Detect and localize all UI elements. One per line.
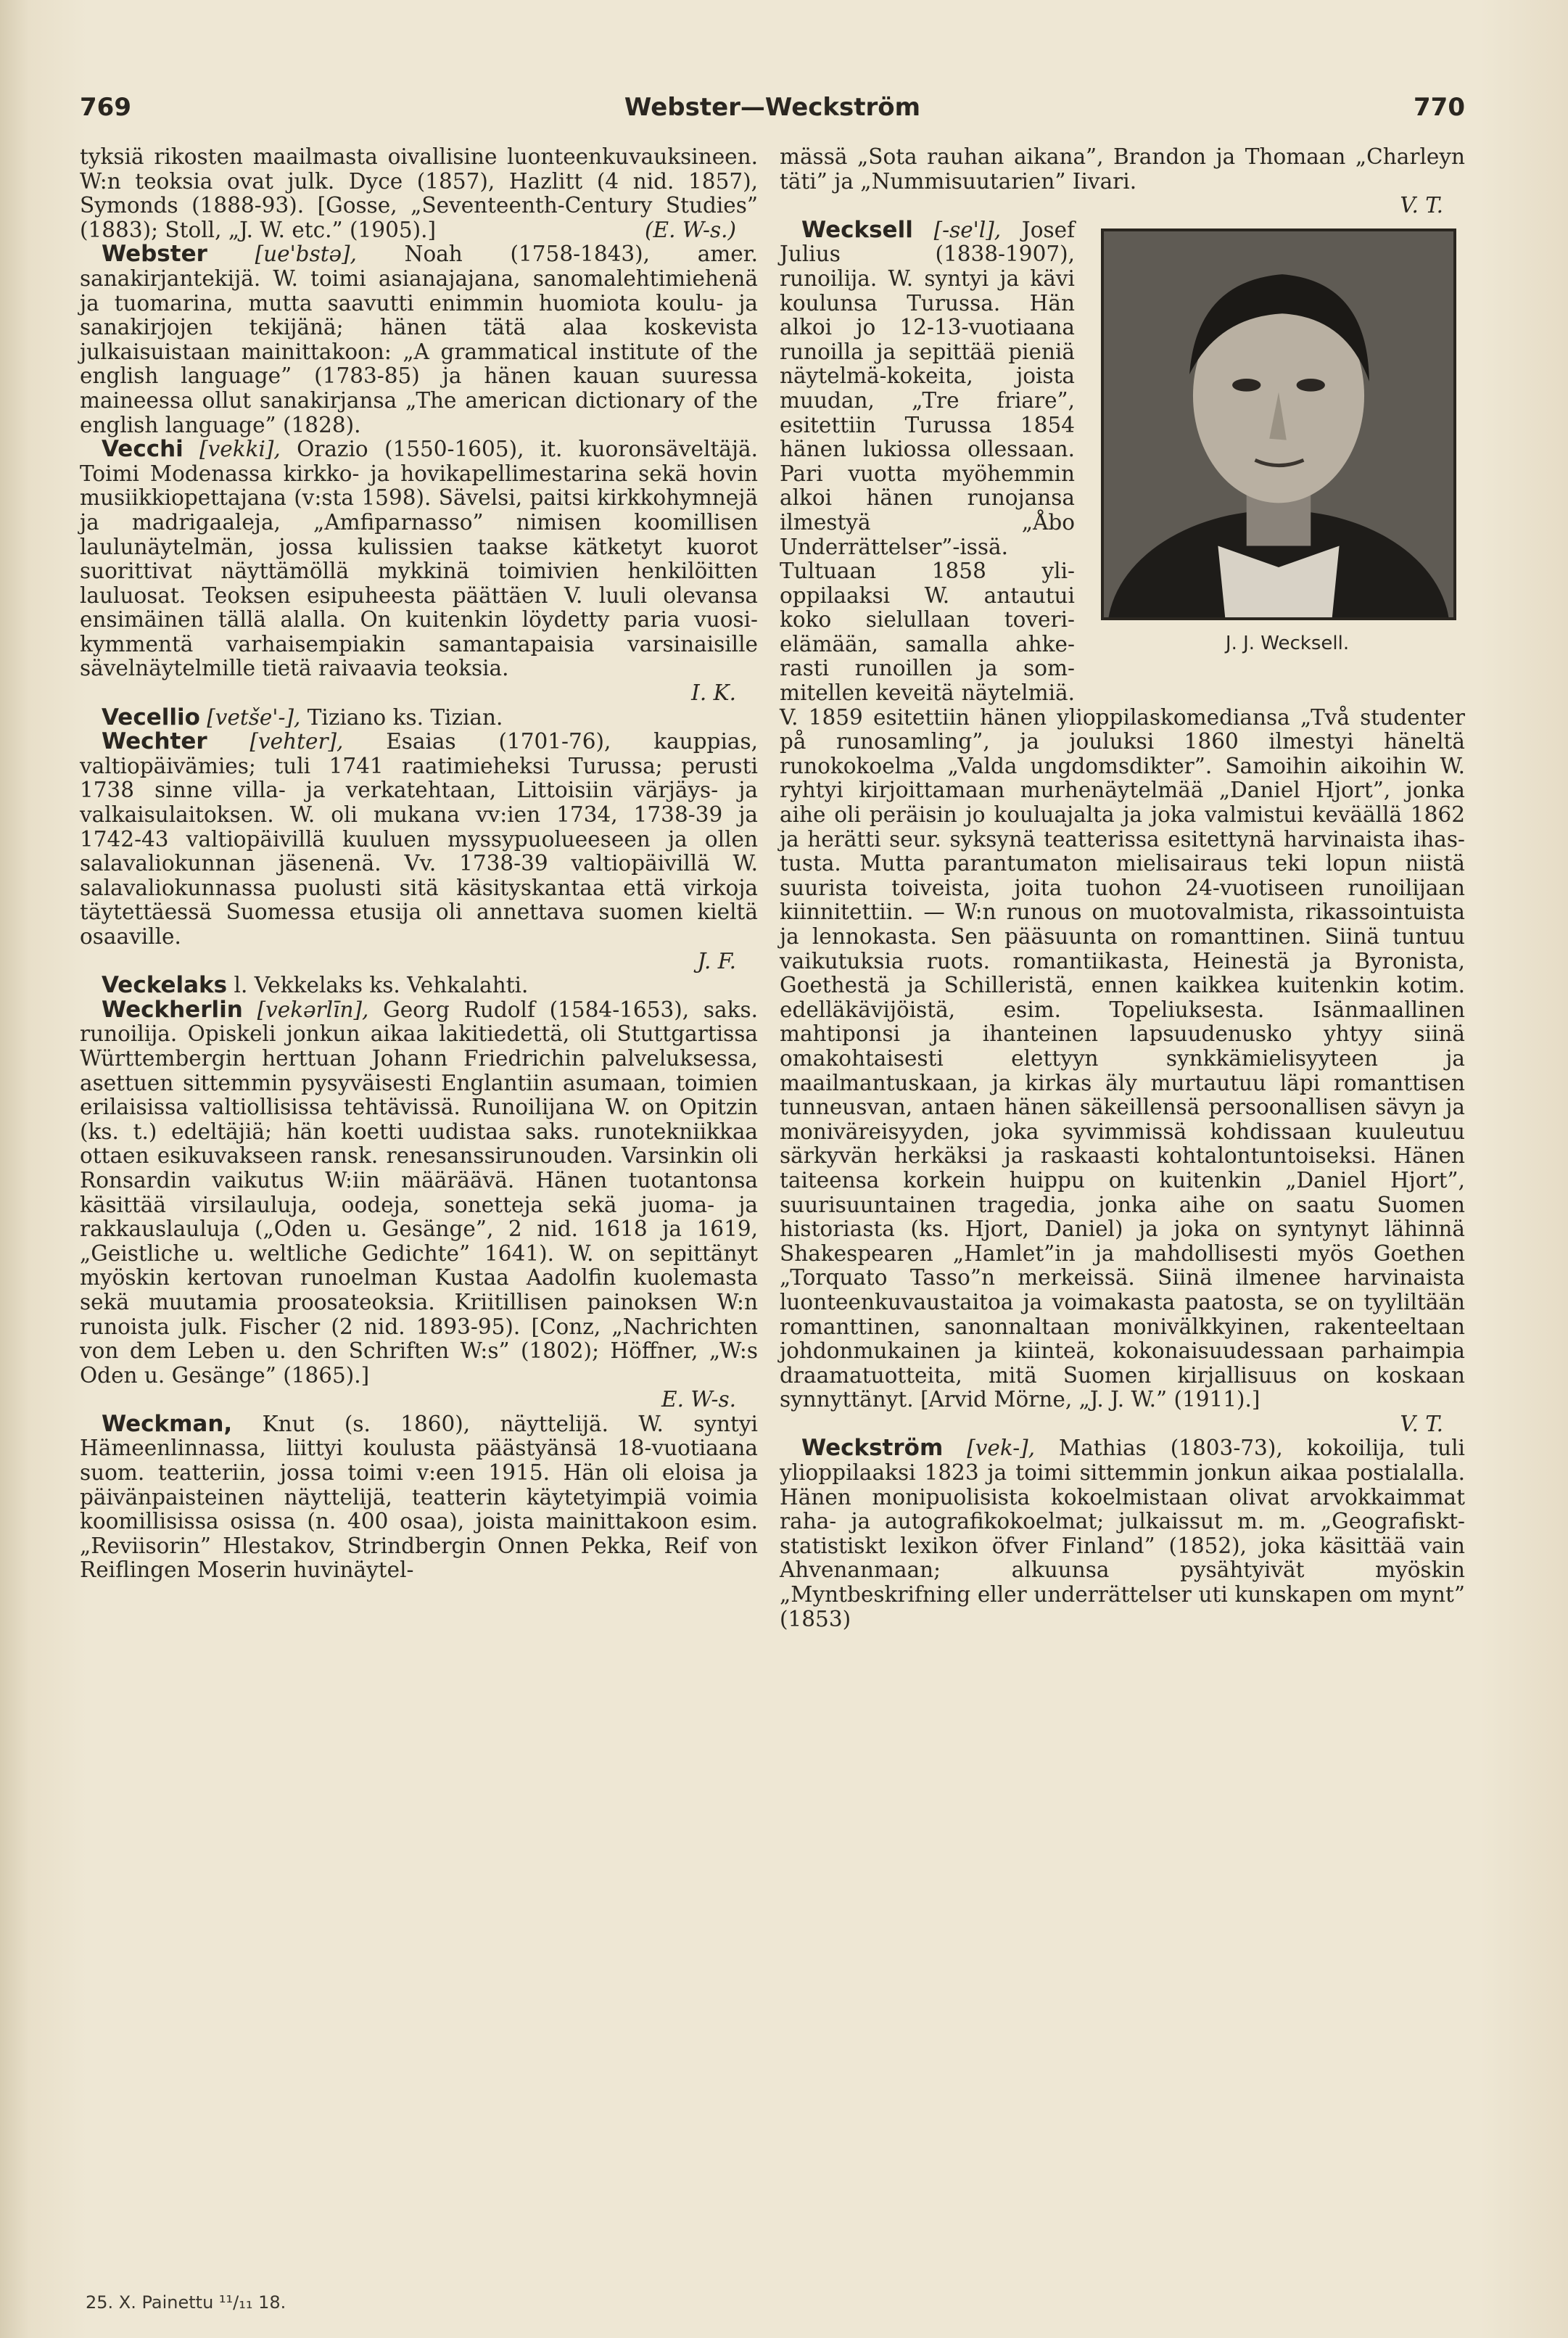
entry-veckelaks (80, 974, 758, 998)
entry-wecksell (780, 218, 1465, 1412)
entry-text: Josef Julius (1838-1907), runoilija. W. syntyi ja kävi koulunsa Turussa. Hän alkoi jo 12-13-vuotiaana runoilla ja sepittää pieniä näytelmä-kokeita, joista muudan, „Tre friare”, esitettiin Turussa 1854 hänen lukiossa ollessaan. Pari vuotta myöhemmin alkoi hänen runojansa ilmestyä „Åbo Underrättelser”-issä. Tultuaan 1858 ylioppilaaksi W. antautui koko sielullaan toverielämään, samalla ahkerasti runoillen ja sommitellen keveitä näytelmiä. V. 1859 esitettiin hänen ylioppilaskomediansa „Två studenter på runosamling”, ja jouluksi 1860 ilmestyi häneltä runokokoelma „Valda ungdomsdikter”. Samoihin aikoihin W. ryhtyi kirjoittamaan murhenäytelmää „Daniel Hjort”, jonka aihe oli peräisin jo kouluajalta ja joka valmistui keväällä 1862 ja herätti seur. syksynä teatterissa esitettynä harvinaista ihastusta. Mutta parantumaton mielisairaus teki lopun niistä suurista toiveista, joita tuohon 24-vuotiseen runoilijaan kiinnitettiin. — W:n runous on muotovalmista, rikassointuista ja lennokasta. Sen pääsuunta on romanttinen. Siinä tuntuu vaikutuksia ruots. romantiikasta, Heinestä ja Byronista, Goethestä ja Schilleristä, ennen kaikkea kuitenkin kotim. edelläkävijöistä, esim. Topeliuksesta. Isänmaallinen mahtiponsi ja ihanteinen lapsuudenusko yhtyy siinä omakohtaisesti elettyyn synkkämielisyyteen ja maailmantuskaan, ja kirkas äly murtautuu läpi romanttisen tunneusvan, antaen hänen säkeillensä persoonallisen sävyn ja moniväreisyyden, joka syvimmissä kohdissaan kuuleutuu särkyvän herkäksi ja raskaasti kohtalontuntoiseksi. Hänen taiteensa korkein huippu on kuitenkin „Daniel Hjort”, suurisuuntainen tragedia, jonka aihe on saatu Suomen historiasta (ks. Hjort, Daniel) ja joka on syntynyt lähinnä Shakespearen „Hamlet”in ja mahdollisesti myös Goethen „Torquato Tasso”n merkeissä. Siinä ilmenee harvinaista luonteenkuvaustaitoa ja voimakasta paatosta, se on tyyliltään romanttinen, sanonnaltaan monivälkkyinen, rakenteeltaan johdonmukainen ja kiinteä, kokonaisuudessaan parhaimpia draamatuotteita, mitä Suomen kirjallisuus on koskaan synnyttänyt. [Arvid Mörne, „J. J. W.” (1911).] (780, 217, 1465, 1412)
pronunciation: [ue'bstə], (255, 242, 357, 267)
entry-headword: Wechter (102, 728, 207, 755)
entry-wechter (80, 730, 758, 949)
entry-headword: Weckman, (102, 1410, 233, 1437)
pronunciation: [vehter], (249, 729, 344, 754)
entry-text: Noah (1758-1843), amer. sanakirjantekijä. W. toimi asianajajana, sanomalehtimiehenä ja tuomarina, mutta saavutti enimmin huomiota koulu- ja sanakirjojen tekijänä; hänen tätä alaa koskevista julkaisuistaan mainittakoon: „A grammatical institute of the english language” (1783-85) ja hänen kauan suuressa maineessa ollut sanakirjansa „The american dictionary of the english language” (1828). (80, 242, 758, 437)
entry-text: Mathias (1803-73), kokoilija, tuli ylioppilaaksi 1823 ja toimi sittemmin jonkun aikaa postialalla. Hänen monipuolisista kokoelmistaan olivat arvokkaimmat raha- ja autografikokoelmat; julkaissut m. m. „Geografiskt-statistiskt lexikon öfver Finland” (1852), joka käsittää vain Ahvenanmaan; alkuunsa pysähtyivät myöskin „Myntbeskrifning eller underrättelser uti kunskapen om mynt” (1853) (780, 1436, 1465, 1631)
portrait-image (1101, 229, 1456, 620)
author-signature: I. K. (691, 680, 736, 706)
author-signature: J. F. (697, 948, 736, 974)
page-number-left: 769 (80, 93, 131, 122)
entry-text: Orazio (1550-1605), it. kuoronsäveltäjä. Toimi Modenassa kirkko- ja hovikapellimestarina sekä hovin musiikkiopettajana (v:sta 1598). Sävelsi, paitsi kirkkohymnejä ja madrigaaleja, „Amfiparnasso” nimisen koomillisen laulunäytelmän, jossa kulissien taakse kätketyt kuorot suorittivat näyttämöllä mykkinä toimivien henkilöitten lauluosat. Teoksen esipuheesta päättäen V. luuli olevansa ensimäinen tällä alalla. On kuitenkin löydetty paria vuosikymmentä varhaisempiakin samantapaisia varsinaisille sävelnäytelmille tietä raivaavia teoksia. (80, 437, 758, 681)
entry-text: Tiziano ks. Tizian. (307, 704, 503, 730)
entry-headword: Veckelaks (102, 972, 228, 999)
page-header (80, 93, 1465, 136)
author-signature: V. T. (1400, 193, 1443, 218)
pronunciation: [vetše'-], (207, 704, 301, 730)
entry-vecchi (80, 437, 758, 681)
pronunciation: [vekərlīn], (257, 997, 369, 1022)
entry-text: Esaias (1701-76), kauppias, valtiopäivämies; tuli 1741 raatimieheksi Turussa; perusti 1738 sinne villa- ja verkatehtaan, Littoisiin värjäys- ja valkaisulaitoksen. W. oli mukana vv:ien 1734, 1738-39 ja 1742-43 valtiopäivillä kuuluen myssypuolueeseen ja ollen salavaliokunnan jäsenenä. Vv. 1738-39 valtiopäivillä W. salavaliokunnassa puolusti sitä käsityskantaa että virkoja täytettäessä Suomessa etusija oli annettava suomen kieltä osaaville. (80, 729, 758, 949)
pronunciation: [-se'l], (933, 217, 1002, 242)
entry-continuation (80, 145, 758, 242)
entry-headword: Weckström (801, 1435, 944, 1462)
author-signature: V. T. (1400, 1411, 1443, 1436)
page-number-right: 770 (1414, 93, 1465, 122)
printer-footer: 25. X. Painettu ¹¹/₁₁ 18. (86, 2292, 286, 2313)
portrait-drawing (1104, 231, 1453, 617)
entry-headword: Vecchi (102, 436, 183, 463)
entry-text: Georg Rudolf (1584-1653), saks. runoilija. Opiskeli jonkun aikaa lakitiedettä, oli Stuttgartissa Württembergin herttuan Johann Friedrichin palveluksessa, asettuen sittemmin pysyväisesti Englantiin asumaan, toimien erilaisissa valtiollisissa tehtävissä. Runoilijana W. on Opitzin (ks. t.) edeltäjiä; hän koetti uudistaa saks. runotekniikkaa ottaen esikuvakseen ransk. renesanssirunouden. Varsinkin oli Ronsardin vaikutus W:iin määräävä. Hänen tuotantonsa käsittää virsilauluja, oodeja, sonetteja sekä juoma- ja rakkauslauluja („Oden u. Gesänge”, 2 nid. 1618 ja 1619, „Geistliche u. weltliche Gedichte” 1641). W. on sepittänyt myöskin kertovan runoelman Kustaa Aadolfin kuolemasta sekä muutamia proosateoksia. Kriitillisen painoksen W:n runoista julk. Fischer (2 nid. 1893-95). [Conz, „Nachrichten von dem Leben u. den Schriften W:s” (1802); Höffner, „W:s Oden u. Gesänge” (1865).] (80, 997, 758, 1388)
entry-text: tyksiä rikosten maailmasta oivallisine luonteenkuvauksineen. W:n teoksia ovat julk. Dyce (1857), Hazlitt (4 nid. 1857), Symonds (1888-93). [Gosse, „Seventeenth-Century Studies” (1883); Stoll, „J. W. etc.” (1905).] (80, 144, 758, 242)
author-signature: E. W-s. (661, 1387, 736, 1412)
entry-vecellio (80, 706, 758, 730)
right-column (780, 145, 1465, 1631)
entry-headword: Vecellio (102, 704, 200, 730)
entry-headword: Wecksell (801, 216, 913, 243)
pronunciation: [vek-], (967, 1436, 1036, 1461)
running-title: Webster—Weckström (624, 93, 921, 122)
left-column (80, 145, 758, 1583)
entry-continuation (780, 145, 1465, 194)
entry-text: Knut (s. 1860), näyttelijä. W. syntyi Hämeenlinnassa, liittyi koulusta päästyänsä 18-vuotiaana suom. teatteriin, jossa toimi v:een 1915. Hän oli eloisa ja päivänpaisteinen näyttelijä, teatterin käytetyimpiä voimia koomillisissa osissa (n. 400 osaa), joista mainittakoon esim. „Reviisorin” Hlestakov, Strindbergin Onnen Pekka, Reif von Reiflingen Moserin huvinäytel- (80, 1411, 758, 1583)
author-signature: (E. W-s.) (645, 217, 736, 242)
entry-weckstrom (780, 1436, 1465, 1631)
pronunciation: [vekki], (199, 437, 281, 462)
entry-text: l. Vekkelaks ks. Vehkalahti. (234, 973, 529, 998)
portrait-caption: J. J. Wecksell. (1225, 632, 1350, 654)
entry-webster (80, 242, 758, 437)
entry-weckherlin (80, 998, 758, 1388)
portrait-figure (1088, 229, 1465, 678)
entry-weckman (80, 1412, 758, 1583)
entry-headword: Weckherlin (102, 996, 243, 1023)
entry-text: mässä „Sota rauhan aikana”, Brandon ja Thomaan „Charleyn täti” ja „Nummisuutarien” Iivari. (780, 144, 1465, 194)
entry-headword: Webster (102, 241, 207, 268)
